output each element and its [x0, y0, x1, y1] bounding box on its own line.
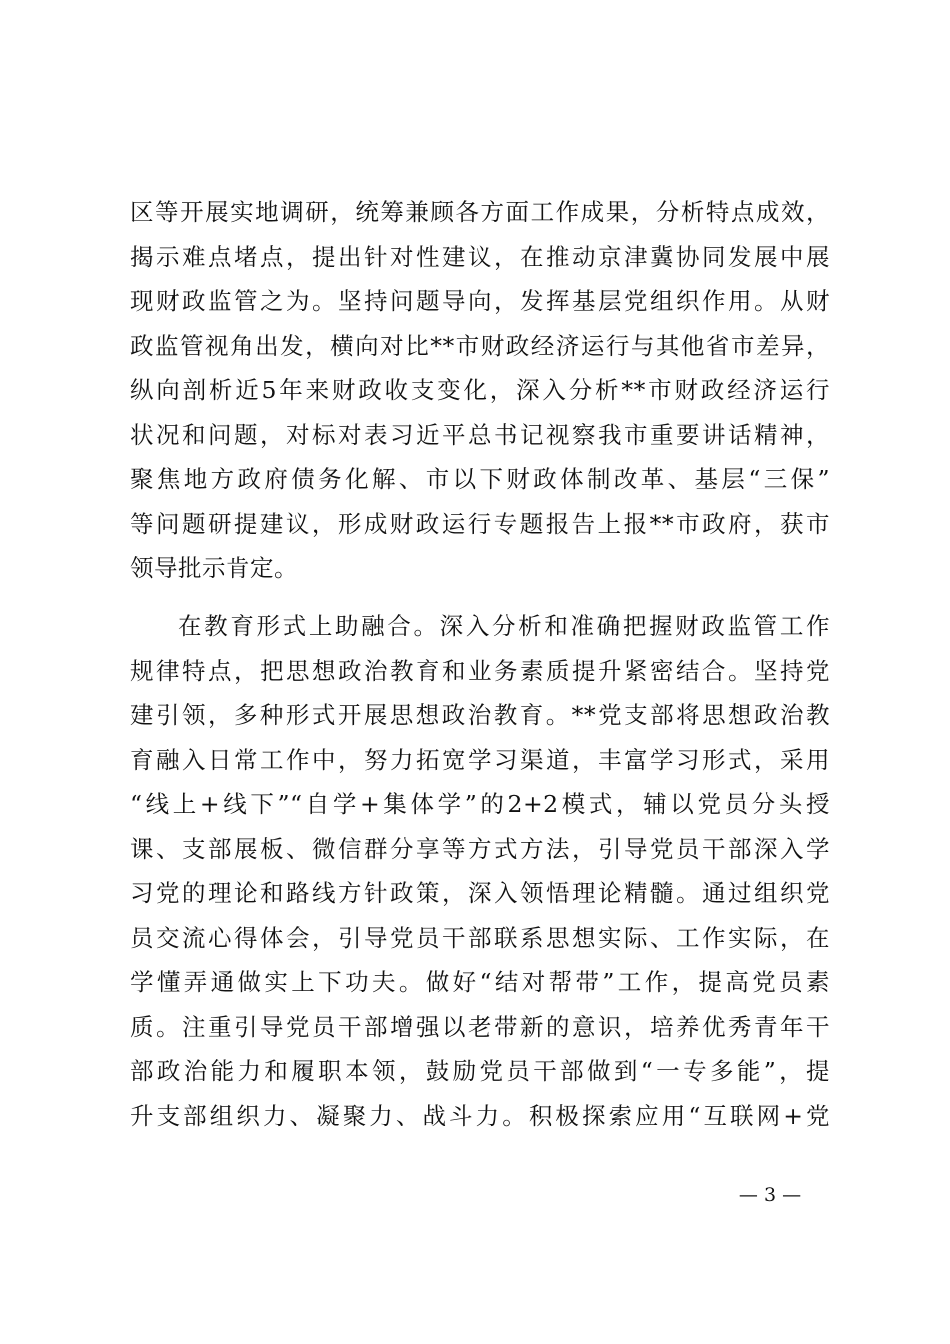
text-line: 揭示难点堵点，提出针对性建议，在推动京津冀协同发展中展: [130, 242, 830, 271]
text-line: 现财政监管之为。坚持问题导向，发挥基层党组织作用。从财: [130, 287, 830, 315]
text-line: 升支部组织力、凝聚力、战斗力。积极探索应用“互联网+党: [130, 1101, 830, 1130]
text-line: 建引领，多种形式开展思想政治教育。**党支部将思想政治教: [130, 701, 830, 729]
text-line: 聚焦地方政府债务化解、市以下财政体制改革、基层“三保”: [130, 465, 830, 493]
text-line: 领导批示肯定。: [130, 554, 298, 582]
text-line: “线上+线下”“自学+集体学”的2+2模式，辅以党员分头授: [130, 790, 830, 818]
text-line: 规律特点，把思想政治教育和业务素质提升紧密结合。坚持党: [130, 656, 830, 685]
paragraph-2: [130, 604, 830, 1138]
text-line: 政监管视角出发，横向对比**市财政经济运行与其他省市差异，: [130, 331, 830, 360]
paragraph-1: [130, 190, 830, 591]
text-line: 员交流心得体会，引导党员干部联系思想实际、工作实际，在: [130, 923, 830, 952]
text-line: 区等开展实地调研，统筹兼顾各方面工作成果，分析特点成效，: [130, 198, 830, 226]
page-number: — 3 —: [738, 1184, 802, 1206]
text-line: 学懂弄通做实上下功夫。做好“结对帮带”工作，提高党员素: [130, 968, 830, 996]
text-line: 部政治能力和履职本领，鼓励党员干部做到“一专多能”，提: [130, 1057, 830, 1085]
text-line: 质。注重引导党员干部增强以老带新的意识，培养优秀青年干: [130, 1012, 830, 1041]
text-line: 等问题研提建议，形成财政运行专题报告上报**市政府，获市: [130, 509, 830, 538]
text-line: 在教育形式上助融合。深入分析和准确把握财政监管工作: [178, 612, 830, 640]
text-line: 课、支部展板、微信群分享等方式方法，引导党员干部深入学: [130, 834, 830, 863]
text-line: 状况和问题，对标对表习近平总书记视察我市重要讲话精神，: [130, 420, 830, 449]
text-line: 育融入日常工作中，努力拓宽学习渠道，丰富学习形式，采用: [130, 745, 830, 774]
text-line: 习党的理论和路线方针政策，深入领悟理论精髓。通过组织党: [130, 879, 830, 907]
text-line: 纵向剖析近5年来财政收支变化，深入分析**市财政经济运行: [130, 376, 830, 404]
